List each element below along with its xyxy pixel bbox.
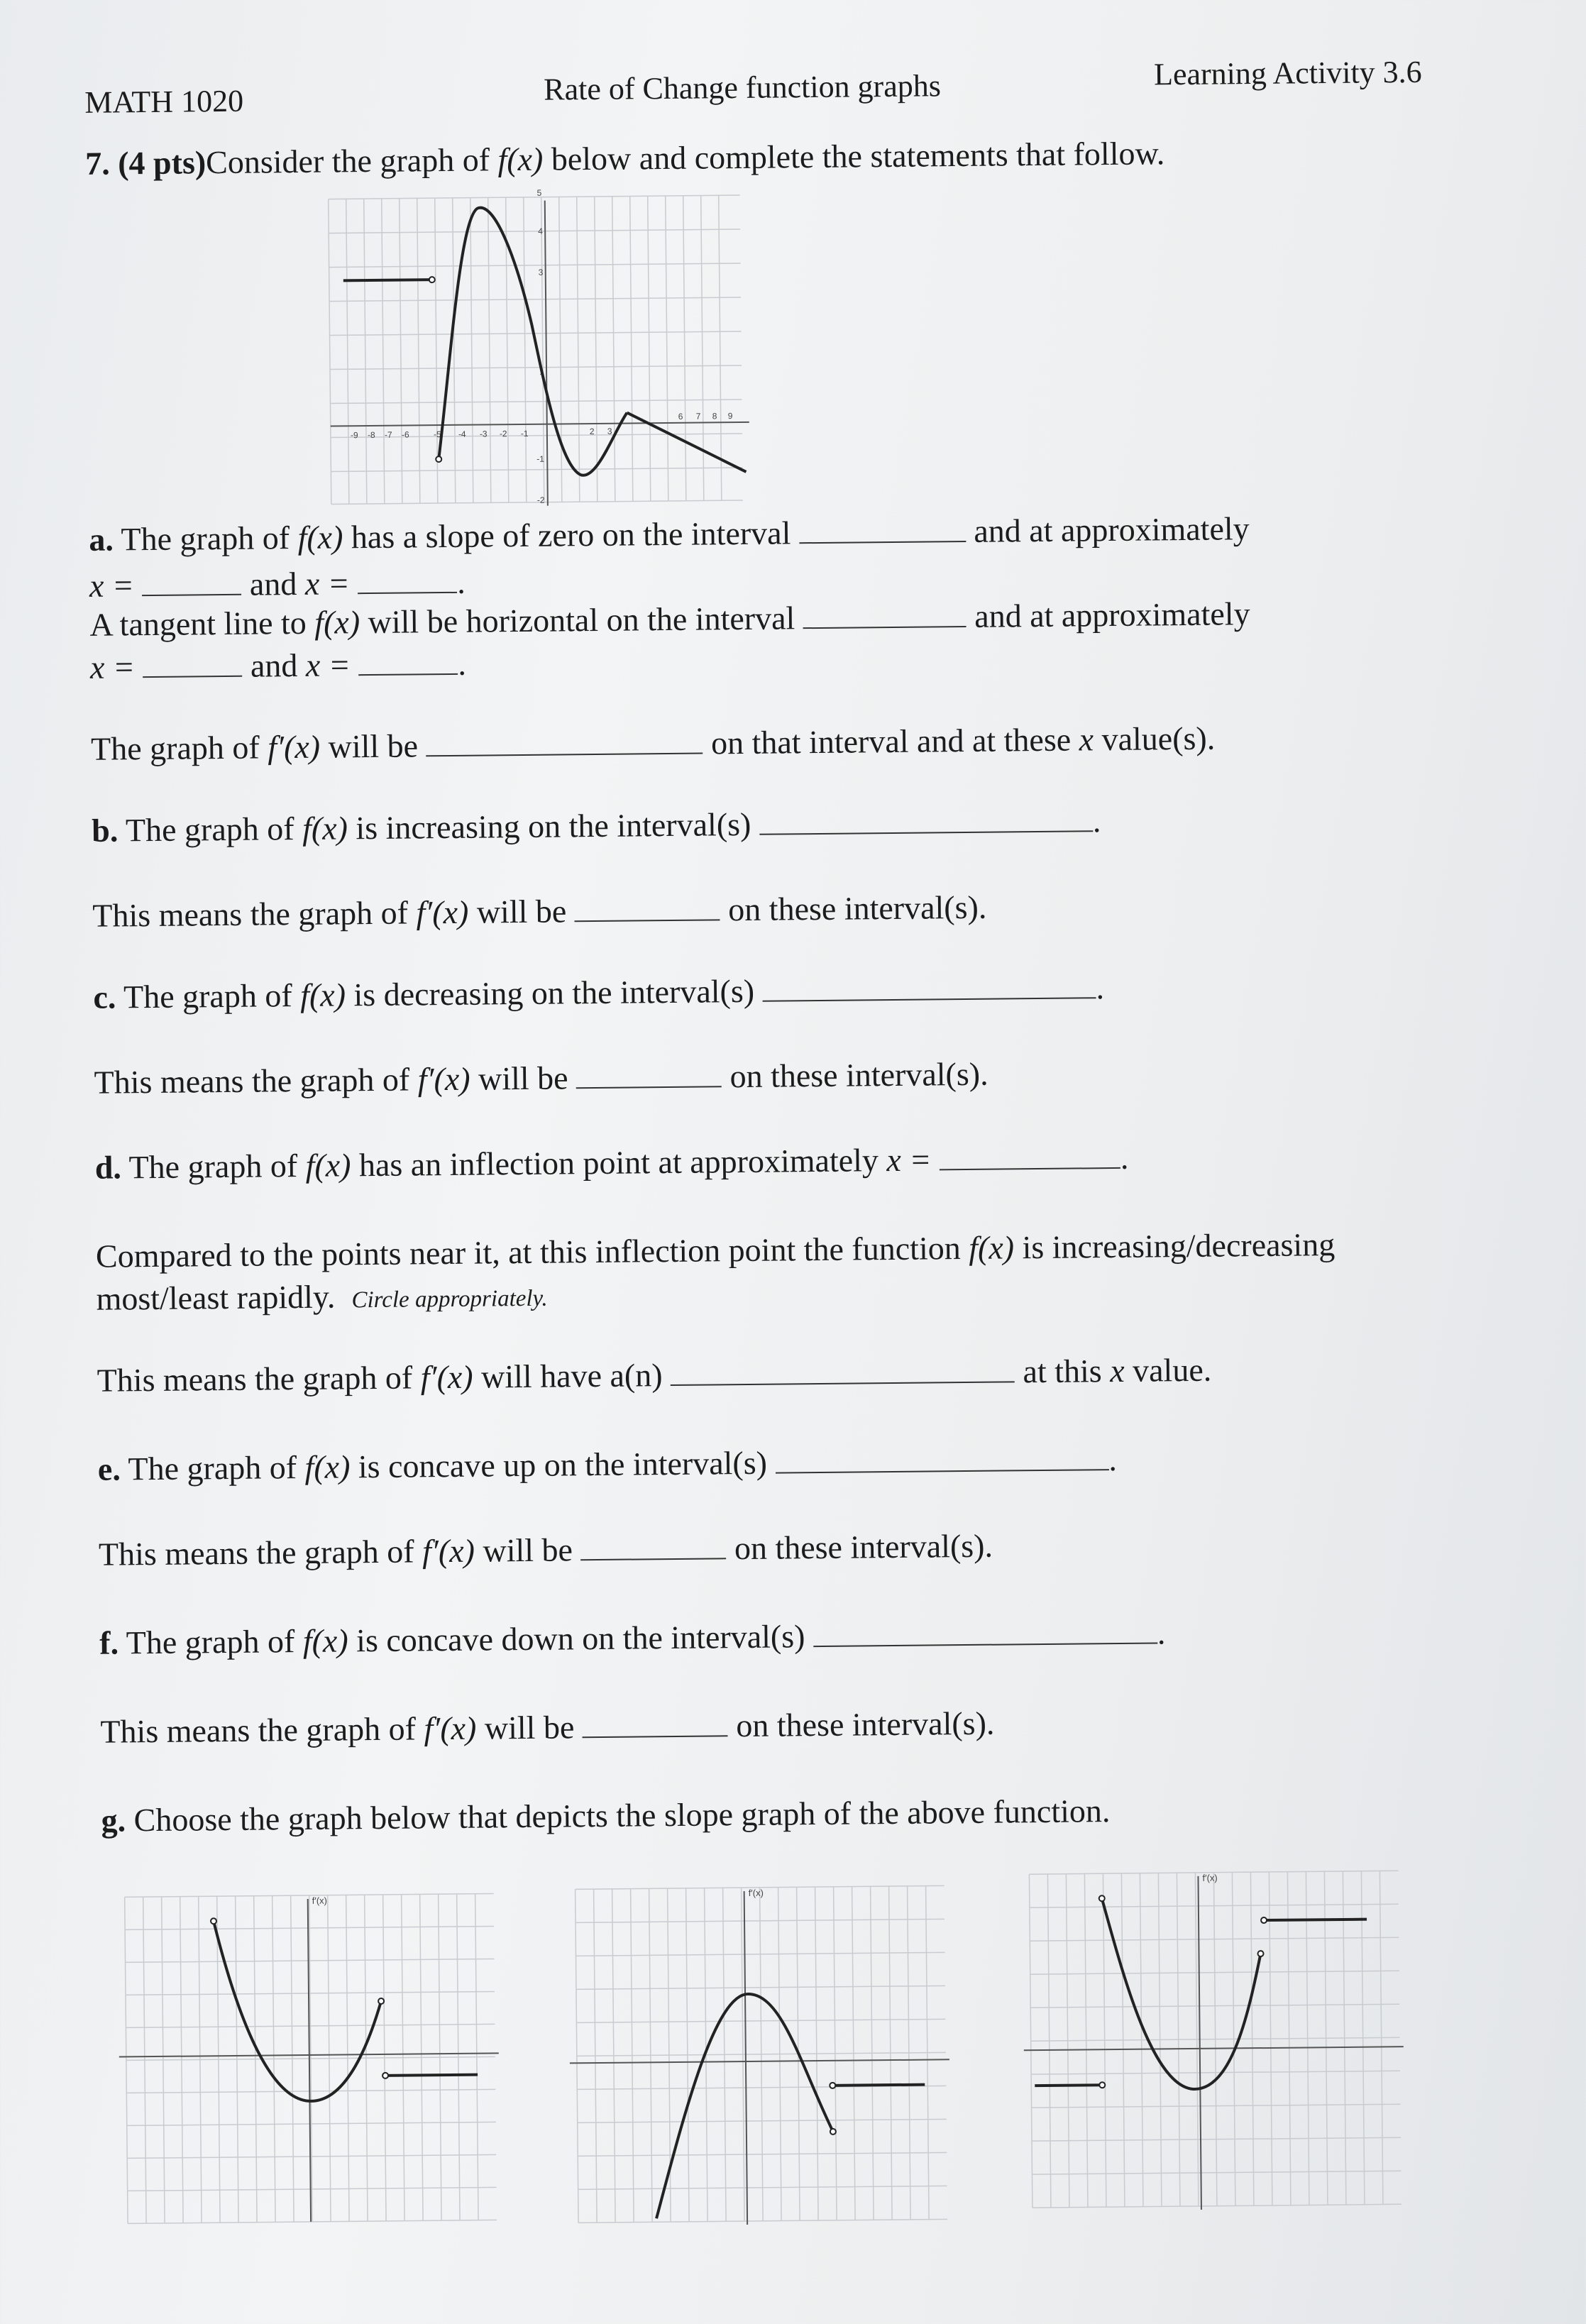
x-tick-label: 8	[712, 411, 717, 422]
answer-blank-b-interval[interactable]	[759, 805, 1093, 835]
answer-blank-tangent-x1[interactable]	[143, 650, 242, 678]
main-function-graph	[314, 181, 771, 512]
activity-label: Learning Activity 3.6	[1153, 54, 1422, 92]
y-tick-label: -1	[536, 453, 544, 464]
part-a-line-4: x = and x = .	[89, 645, 467, 685]
x-tick-label: -9	[350, 430, 358, 441]
answer-blank-b-derivative[interactable]	[575, 893, 720, 922]
answer-blank-tangent-x2[interactable]	[358, 648, 458, 676]
axis-label: f′(x)	[748, 1887, 764, 1898]
part-b-line-1: b. The graph of f(x) is increasing on the interval(s) .	[91, 803, 1101, 849]
page-title: Rate of Change function graphs	[544, 68, 942, 107]
y-tick-label: 1	[539, 366, 544, 377]
x-tick-label: 6	[678, 411, 683, 422]
answer-blank-a-x2[interactable]	[358, 566, 457, 594]
x-tick-label: 9	[727, 411, 733, 422]
answer-blank-c-derivative[interactable]	[576, 1060, 722, 1089]
x-tick-label: -7	[384, 429, 392, 440]
answer-blank-a-derivative[interactable]	[426, 727, 703, 757]
part-a-line-3: A tangent line to f(x) will be horizontal on the interval and at approximately	[89, 595, 1250, 643]
question-prompt: 7. (4 pts)Consider the graph of f(x) below and complete the statements that follow.	[84, 135, 1165, 182]
x-tick-label: -1	[520, 428, 529, 439]
part-f-line-2: This means the graph of f′(x) will be on these interval(s).	[100, 1705, 995, 1750]
part-b-line-2: This means the graph of f′(x) will be on these interval(s).	[92, 888, 987, 934]
part-d-line-4: This means the graph of f′(x) will have a(n) at this x value.	[97, 1351, 1212, 1399]
option-graph-3[interactable]	[1015, 1863, 1416, 2215]
part-g-line-1: g. Choose the graph below that depicts the slope graph of the above function.	[101, 1792, 1111, 1839]
x-tick-label: -5	[433, 429, 441, 440]
y-tick-label: 3	[538, 267, 544, 277]
x-tick-label: 3	[607, 426, 612, 436]
axis-label: f′(x)	[1202, 1872, 1218, 1883]
answer-blank-e-derivative[interactable]	[580, 1532, 726, 1560]
x-tick-label: -6	[401, 429, 409, 440]
x-tick-label: -4	[458, 429, 466, 439]
x-tick-label: 2	[589, 426, 595, 437]
part-d-line-1: d. The graph of f(x) has an inflection point at approximately x = .	[94, 1139, 1129, 1186]
part-c-line-2: This means the graph of f′(x) will be on these interval(s).	[94, 1055, 989, 1101]
part-c-line-1: c. The graph of f(x) is decreasing on the interval(s) .	[93, 969, 1105, 1015]
x-tick-label: -8	[367, 429, 375, 441]
part-e-line-1: e. The graph of f(x) is concave up on the interval(s) .	[97, 1441, 1118, 1487]
answer-blank-c-interval[interactable]	[762, 971, 1096, 1002]
answer-blank-f-interval[interactable]	[813, 1617, 1157, 1647]
answer-blank-e-interval[interactable]	[775, 1443, 1108, 1474]
option-graph-1[interactable]	[111, 1886, 512, 2230]
x-tick-label: -2	[499, 429, 507, 439]
part-e-line-2: This means the graph of f′(x) will be on these interval(s).	[98, 1527, 993, 1573]
axis-label: f′(x)	[312, 1895, 328, 1906]
answer-blank-d-inflection[interactable]	[940, 1142, 1120, 1170]
part-d-line-3: most/least rapidly. Circle appropriately.	[96, 1278, 548, 1317]
y-tick-label: 4	[538, 226, 543, 236]
part-d-line-2: Compared to the points near it, at this inflection point the function f(x) is increasing/decreasing	[95, 1226, 1336, 1274]
x-tick-label: 7	[695, 411, 701, 422]
y-tick-label: 5	[536, 187, 542, 198]
course-label: MATH 1020	[84, 83, 244, 120]
answer-blank-tangent-interval[interactable]	[803, 600, 967, 629]
part-f-line-1: f. The graph of f(x) is concave down on the interval(s) .	[99, 1614, 1166, 1661]
option-graph-2[interactable]	[561, 1878, 962, 2230]
part-a-line-2: x = and x = .	[89, 563, 466, 604]
x-tick-label: -3	[479, 429, 488, 439]
part-a-line-1: a. The graph of f(x) has a slope of zero on the interval and at approximately	[89, 510, 1250, 558]
part-a-line-5: The graph of f′(x) will be on that interval and at these x value(s).	[90, 720, 1216, 767]
answer-blank-f-derivative[interactable]	[583, 1709, 728, 1738]
answer-blank-d-derivative[interactable]	[671, 1355, 1015, 1386]
answer-blank-a-interval[interactable]	[799, 515, 966, 544]
answer-blank-a-x1[interactable]	[142, 568, 241, 596]
y-tick-label: -2	[536, 495, 545, 505]
